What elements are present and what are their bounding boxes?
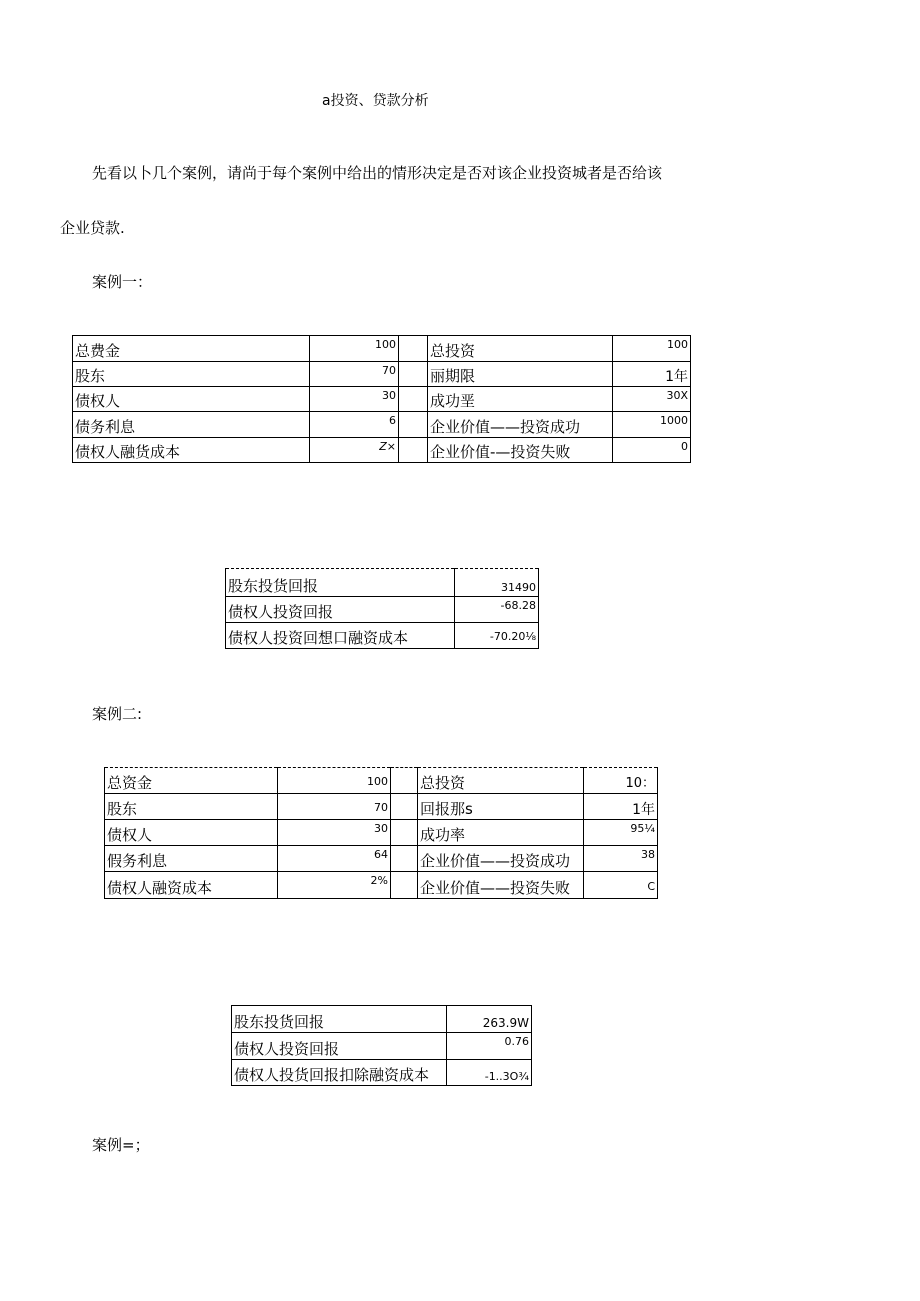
case1-param-value: 6 bbox=[310, 412, 399, 438]
table-row bbox=[105, 846, 658, 872]
case1-param-value: 30X bbox=[613, 387, 691, 412]
case2-param-label: 回报那s bbox=[418, 794, 584, 820]
spacer-cell bbox=[399, 387, 428, 412]
case2-param-label: 企业价值——投资成功 bbox=[418, 846, 584, 872]
table-row bbox=[73, 412, 691, 438]
case2-result-value: 0.76 bbox=[447, 1033, 532, 1060]
case1-param-label: 企业价值——投资成功 bbox=[428, 412, 613, 438]
table-row bbox=[73, 438, 691, 463]
case1-param-value: Z× bbox=[310, 438, 399, 463]
case3-label: 案例=； bbox=[92, 1136, 150, 1154]
case2-result-value: -1..3O¾ bbox=[447, 1060, 532, 1086]
table-row bbox=[105, 768, 658, 794]
case1-param-value: 100 bbox=[310, 336, 399, 362]
case2-param-value: 30 bbox=[278, 820, 391, 846]
case1-param-label: 总费金 bbox=[73, 336, 310, 362]
case1-param-value: 1000 bbox=[613, 412, 691, 438]
case2-param-label: 债权人 bbox=[105, 820, 278, 846]
case1-params-table bbox=[72, 335, 691, 463]
case2-param-value: 1年 bbox=[584, 794, 658, 820]
case2-param-label: 债权人融资成本 bbox=[105, 872, 278, 899]
case2-param-label: 股东 bbox=[105, 794, 278, 820]
case1-result-value: 31490 bbox=[455, 569, 539, 597]
spacer-cell bbox=[391, 872, 418, 899]
case1-results-table bbox=[225, 568, 539, 649]
case2-param-label: 总投资 bbox=[418, 768, 584, 794]
case2-results-table bbox=[231, 1005, 532, 1086]
table-row bbox=[226, 623, 539, 649]
case1-result-label: 股东投货回报 bbox=[226, 569, 455, 597]
case2-param-value: C bbox=[584, 872, 658, 899]
case2-param-label: 总资金 bbox=[105, 768, 278, 794]
case1-param-label: 债权人融货成本 bbox=[73, 438, 310, 463]
spacer-cell bbox=[399, 336, 428, 362]
case1-param-label: 丽期限 bbox=[428, 362, 613, 387]
case1-param-value: 30 bbox=[310, 387, 399, 412]
spacer-cell bbox=[399, 362, 428, 387]
case1-param-label: 债权人 bbox=[73, 387, 310, 412]
spacer-cell bbox=[391, 768, 418, 794]
case1-param-value: 1年 bbox=[613, 362, 691, 387]
table-row bbox=[232, 1006, 532, 1033]
table-row bbox=[232, 1060, 532, 1086]
intro-paragraph-line2: 企业贷款. bbox=[60, 219, 125, 237]
case1-result-value: -68.28 bbox=[455, 597, 539, 623]
case1-param-label: 总投资 bbox=[428, 336, 613, 362]
page-title: a投资、贷款分析 bbox=[322, 93, 429, 109]
case2-param-label: 企业价值——投资失败 bbox=[418, 872, 584, 899]
case1-label: 案例一： bbox=[92, 273, 153, 291]
spacer-cell bbox=[399, 438, 428, 463]
case2-param-value: 100 bbox=[278, 768, 391, 794]
case2-param-label: 假务利息 bbox=[105, 846, 278, 872]
case2-param-label: 成功率 bbox=[418, 820, 584, 846]
table-row bbox=[73, 362, 691, 387]
case2-result-label: 债权人投货回报扣除融资成本 bbox=[232, 1060, 447, 1086]
case2-param-value: 38 bbox=[584, 846, 658, 872]
case1-param-label: 债务利息 bbox=[73, 412, 310, 438]
table-row bbox=[226, 597, 539, 623]
table-row bbox=[226, 569, 539, 597]
case1-param-label: 成功垩 bbox=[428, 387, 613, 412]
case2-param-value: 70 bbox=[278, 794, 391, 820]
case1-param-value: 100 bbox=[613, 336, 691, 362]
spacer-cell bbox=[391, 846, 418, 872]
case2-param-value: 10： bbox=[584, 768, 658, 794]
case1-param-label: 企业价值-—投资失败 bbox=[428, 438, 613, 463]
case1-param-label: 股东 bbox=[73, 362, 310, 387]
case2-param-value: 2% bbox=[278, 872, 391, 899]
case1-param-value: 0 bbox=[613, 438, 691, 463]
spacer-cell bbox=[391, 794, 418, 820]
case1-result-label: 债权人投资回想口融资成本 bbox=[226, 623, 455, 649]
case2-result-value: 263.9W bbox=[447, 1006, 532, 1033]
table-row bbox=[232, 1033, 532, 1060]
case1-result-label: 债权人投资回报 bbox=[226, 597, 455, 623]
case2-label: 案例二: bbox=[92, 705, 143, 723]
table-row bbox=[105, 872, 658, 899]
spacer-cell bbox=[399, 412, 428, 438]
table-row bbox=[73, 336, 691, 362]
spacer-cell bbox=[391, 820, 418, 846]
table-row bbox=[105, 820, 658, 846]
case2-param-value: 95¼ bbox=[584, 820, 658, 846]
case2-params-table bbox=[104, 767, 658, 899]
case2-result-label: 债权人投资回报 bbox=[232, 1033, 447, 1060]
intro-paragraph-line1: 先看以卜几个案例，请尚于每个案例中给出的情形决定是否对该企业投资城者是否给该 bbox=[92, 164, 663, 182]
table-row bbox=[105, 794, 658, 820]
case2-result-label: 股东投货回报 bbox=[232, 1006, 447, 1033]
case1-param-value: 70 bbox=[310, 362, 399, 387]
table-row bbox=[73, 387, 691, 412]
case1-result-value: -70.20⅛ bbox=[455, 623, 539, 649]
case2-param-value: 64 bbox=[278, 846, 391, 872]
